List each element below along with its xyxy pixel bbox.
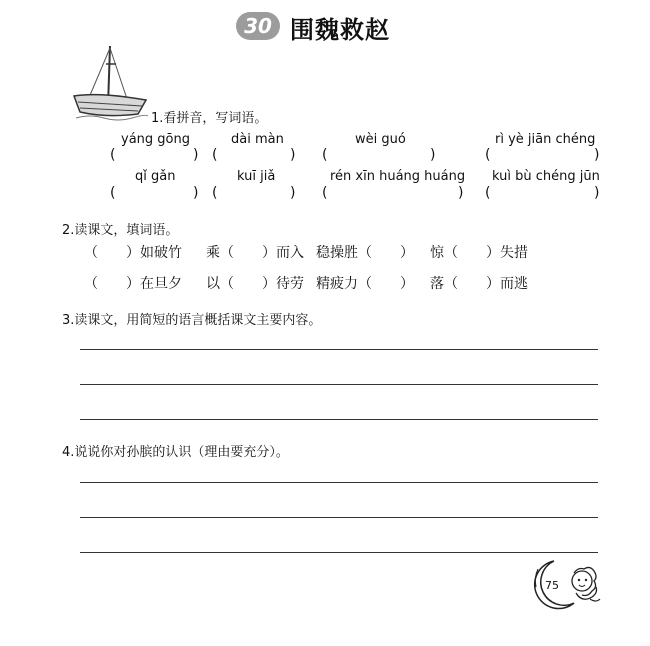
- answer-close-paren: ): [594, 147, 600, 163]
- idiom-fill-2-4[interactable]: 落（ ）而逃: [430, 276, 528, 292]
- idiom-fill-1-4[interactable]: 惊（ ）失措: [430, 245, 528, 261]
- answer-close-paren: ): [290, 185, 296, 201]
- answer-close-paren: ): [193, 147, 199, 163]
- section4-label: 4.说说你对孙膑的认识（理由要充分）。: [62, 445, 289, 460]
- answer-close-paren: ): [458, 185, 464, 201]
- answer-line-3-3[interactable]: [80, 419, 598, 420]
- answer-blank-1-1[interactable]: [122, 148, 188, 164]
- answer-open-paren: (: [110, 147, 116, 163]
- lesson-title: 围魏救赵: [290, 16, 390, 44]
- answer-blank-2-4[interactable]: [497, 186, 591, 202]
- answer-blank-2-1[interactable]: [122, 186, 188, 202]
- idiom-fill-1-2[interactable]: 乘（ ）而入: [206, 245, 304, 261]
- answer-close-paren: ): [290, 147, 296, 163]
- answer-line-4-2[interactable]: [80, 517, 598, 518]
- answer-line-4-1[interactable]: [80, 482, 598, 483]
- answer-blank-1-4[interactable]: [497, 148, 591, 164]
- idiom-fill-1-3[interactable]: 稳操胜（ ）: [316, 245, 414, 261]
- answer-open-paren: (: [212, 147, 218, 163]
- answer-blank-2-2[interactable]: [224, 186, 286, 202]
- pinyin-2-2: kuī jiǎ: [237, 169, 276, 184]
- moon-icon: [530, 555, 606, 611]
- answer-blank-1-2[interactable]: [224, 148, 286, 164]
- answer-line-3-1[interactable]: [80, 349, 598, 350]
- pinyin-2-1: qǐ gǎn: [135, 169, 176, 184]
- pinyin-2-3: rén xīn huáng huáng: [330, 169, 466, 184]
- answer-open-paren: (: [110, 185, 116, 201]
- pinyin-1-2: dài màn: [231, 132, 284, 147]
- idiom-fill-1-1[interactable]: （ ）如破竹: [84, 245, 182, 261]
- answer-close-paren: ): [430, 147, 436, 163]
- idiom-fill-2-3[interactable]: 精疲力（ ）: [316, 276, 414, 292]
- answer-open-paren: (: [322, 185, 328, 201]
- answer-line-4-3[interactable]: [80, 552, 598, 553]
- answer-blank-2-3[interactable]: [334, 186, 454, 202]
- page-number: 75: [545, 579, 559, 592]
- answer-open-paren: (: [322, 147, 328, 163]
- pinyin-1-1: yáng gōng: [121, 132, 190, 147]
- answer-open-paren: (: [485, 185, 491, 201]
- section1-label: 1.看拼音，写词语。: [151, 111, 268, 126]
- section2-label: 2.读课文，填词语。: [62, 223, 179, 238]
- answer-close-paren: ): [594, 185, 600, 201]
- sailboat-icon: [70, 42, 150, 128]
- pinyin-1-4: rì yè jiān chéng: [495, 132, 596, 147]
- answer-blank-1-3[interactable]: [334, 148, 426, 164]
- idiom-fill-2-1[interactable]: （ ）在旦夕: [84, 276, 182, 292]
- pinyin-1-3: wèi guó: [355, 132, 406, 147]
- answer-line-3-2[interactable]: [80, 384, 598, 385]
- idiom-fill-2-2[interactable]: 以（ ）待劳: [206, 276, 304, 292]
- answer-close-paren: ): [193, 185, 199, 201]
- section3-label: 3.读课文，用简短的语言概括课文主要内容。: [62, 313, 322, 328]
- answer-open-paren: (: [485, 147, 491, 163]
- answer-open-paren: (: [212, 185, 218, 201]
- pinyin-2-4: kuì bù chéng jūn: [492, 169, 600, 184]
- lesson-number-badge: 30: [236, 12, 280, 40]
